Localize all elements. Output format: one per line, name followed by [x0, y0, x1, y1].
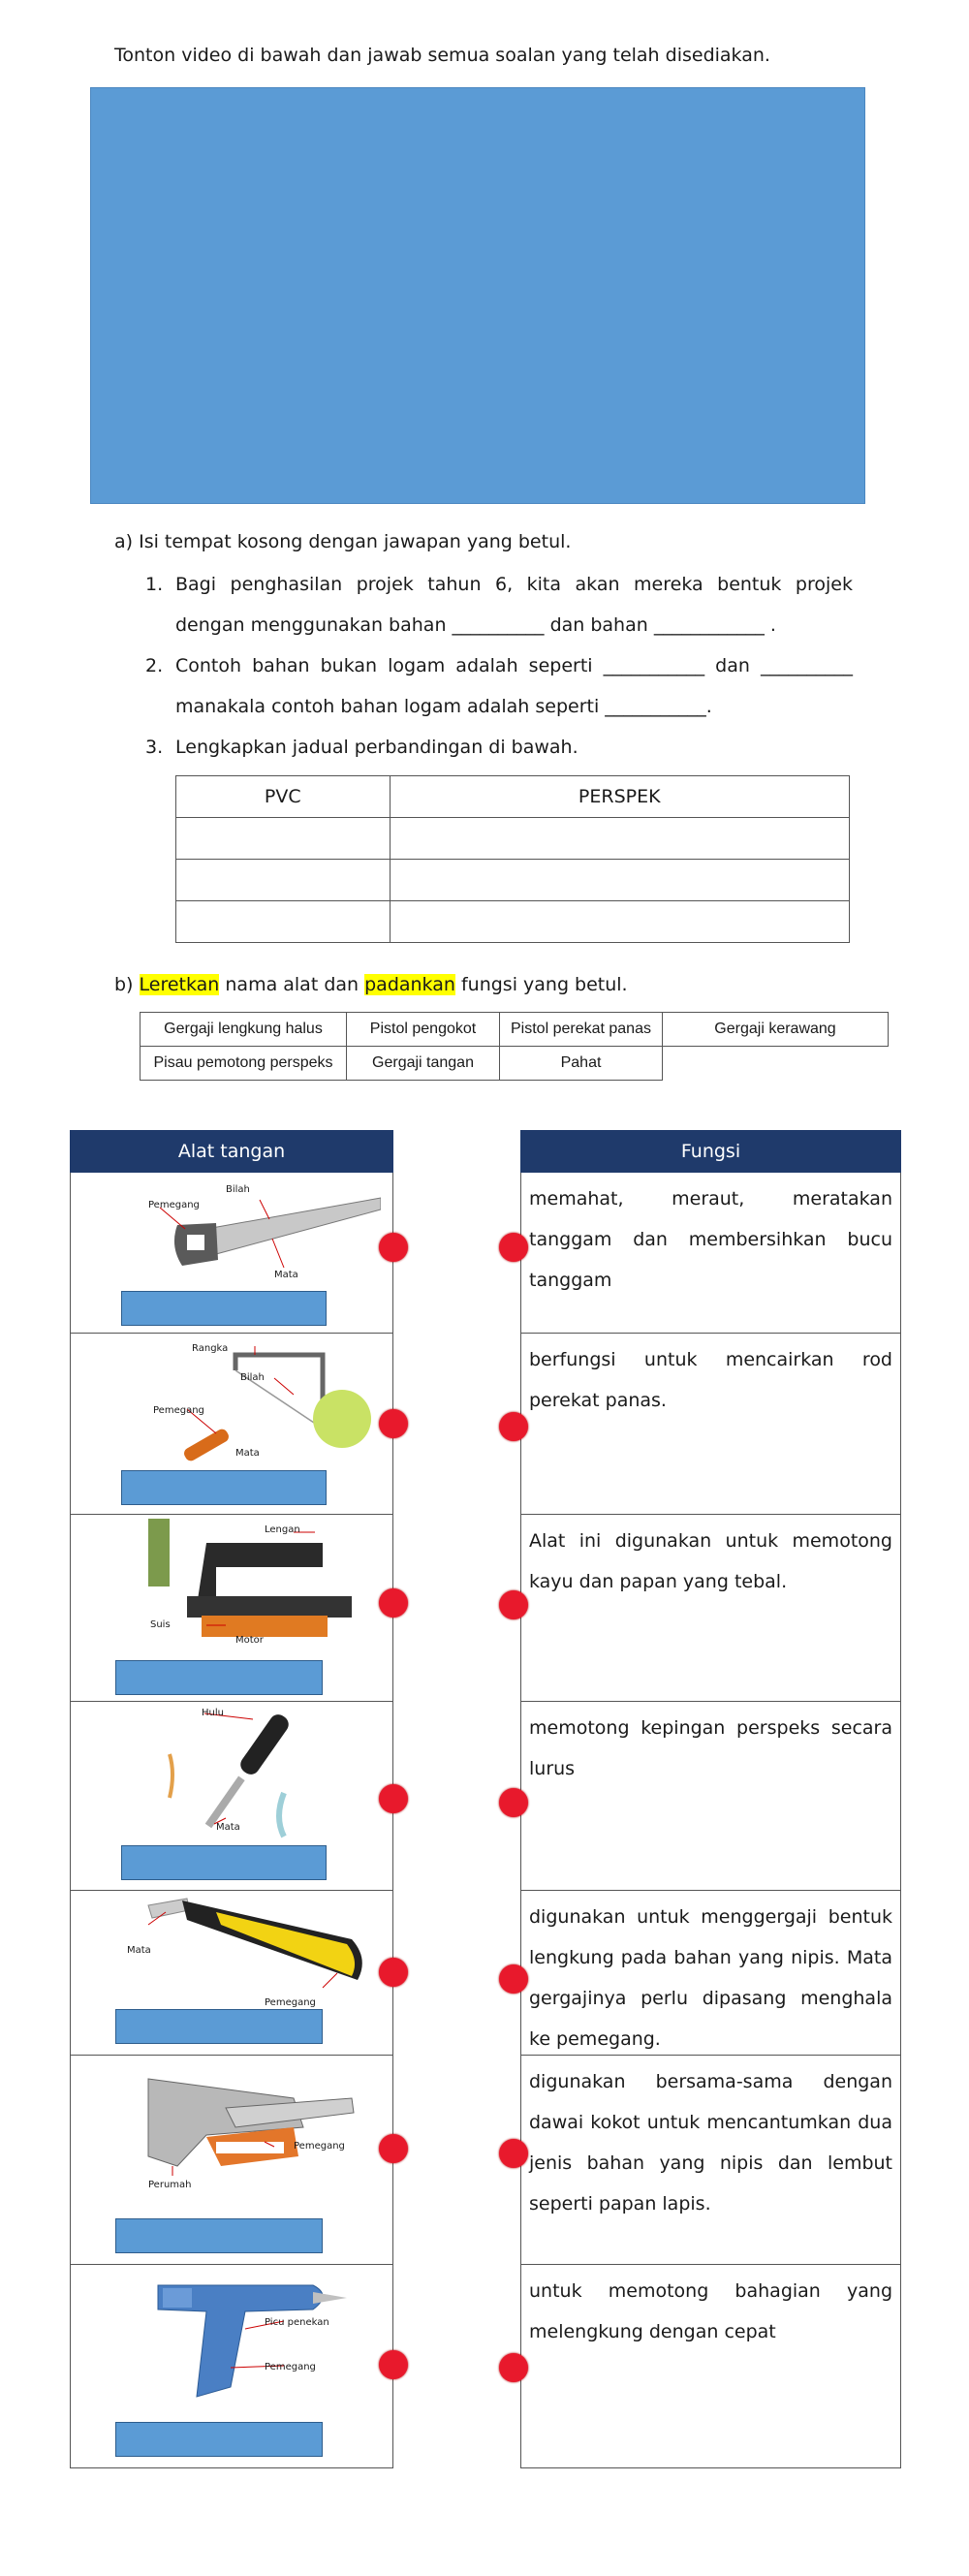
label-pemegang: Pemegang: [294, 2141, 345, 2152]
question-number: 1.: [145, 574, 164, 595]
table-cell[interactable]: [176, 901, 391, 943]
section-b-suffix: fungsi yang betul.: [454, 974, 628, 995]
table-cell[interactable]: [176, 860, 391, 901]
right-connector-dot[interactable]: [499, 2139, 528, 2168]
function-cell-4: [520, 1702, 901, 1891]
section-b-prefix: b): [114, 974, 140, 995]
right-connector-dot[interactable]: [499, 1788, 528, 1817]
option-gergaji-kerawang[interactable]: Gergaji kerawang: [663, 1013, 889, 1047]
function-cell-5: [520, 1891, 901, 2056]
function-text: berfungsi untuk mencairkan rod perekat panas.: [529, 1349, 892, 1411]
label-pemegang: Pemegang: [153, 1405, 204, 1416]
table-header-perspek: PERSPEK: [390, 776, 850, 818]
label-mata: Mata: [274, 1270, 298, 1280]
option-gergaji-tangan[interactable]: Gergaji tangan: [347, 1047, 500, 1081]
question-3: [145, 727, 853, 768]
function-text: untuk memotong bahagian yang melengkung dengan cepat: [529, 2280, 892, 2342]
table-header-pvc: PVC: [176, 776, 391, 818]
right-connector-dot[interactable]: [499, 2353, 528, 2382]
label-pemegang: Pemegang: [265, 2362, 316, 2372]
left-connector-dot[interactable]: [379, 1409, 408, 1438]
table-cell[interactable]: [390, 901, 850, 943]
section-b-mid: nama alat dan: [219, 974, 365, 995]
tool-cell-4: [70, 1702, 393, 1891]
word-bank: [140, 1012, 889, 1081]
answer-drop-box[interactable]: [121, 1291, 327, 1326]
answer-drop-box[interactable]: [121, 1470, 327, 1505]
function-cell-2: [520, 1334, 901, 1515]
section-a-title: a) Isi tempat kosong dengan jawapan yang betul.: [114, 531, 572, 552]
answer-drop-box[interactable]: [115, 1660, 323, 1695]
function-text: memahat, meraut, meratakan tanggam dan membersihkan bucu tanggam: [529, 1188, 892, 1291]
label-perumah: Perumah: [148, 2180, 192, 2190]
highlight-leretkan: Leretkan: [139, 974, 220, 995]
label-lengan: Lengan: [265, 1524, 300, 1535]
label-pemegang: Pemegang: [265, 1997, 316, 2008]
tool-cell-1: [70, 1173, 393, 1334]
label-motor: Motor: [235, 1635, 264, 1646]
label-pemegang: Pemegang: [148, 1200, 200, 1210]
left-connector-dot[interactable]: [379, 2134, 408, 2163]
label-bilah: Bilah: [240, 1372, 265, 1383]
function-text: digunakan untuk menggergaji bentuk lengkung pada bahan yang nipis. Mata gergajinya perlu dipasang menghala ke pemegang.: [529, 1906, 892, 2050]
tool-cell-5: [70, 1891, 393, 2056]
function-text: digunakan bersama-sama dengan dawai kokot untuk mencantumkan dua jenis bahan yang nipis dan lembut seperti papan lapis.: [529, 2071, 892, 2215]
answer-drop-box[interactable]: [115, 2218, 323, 2253]
right-connector-dot[interactable]: [499, 1412, 528, 1441]
label-mata: Mata: [127, 1945, 151, 1956]
label-bilah: Bilah: [226, 1184, 250, 1195]
option-gergaji-lengkung-halus[interactable]: Gergaji lengkung halus: [141, 1013, 347, 1047]
tools-column-header: Alat tangan: [70, 1130, 393, 1173]
answer-drop-box[interactable]: [115, 2009, 323, 2044]
tool-cell-7: [70, 2265, 393, 2468]
left-connector-dot[interactable]: [379, 2350, 408, 2379]
tool-cell-2: [70, 1334, 393, 1515]
answer-drop-box[interactable]: [121, 1845, 327, 1880]
function-cell-3: [520, 1515, 901, 1702]
right-connector-dot[interactable]: [499, 1964, 528, 1994]
function-text: memotong kepingan perspeks secara lurus: [529, 1717, 892, 1779]
question-text: Bagi penghasilan projek tahun 6, kita akan mereka bentuk projek dengan menggunakan bahan __________ dan bahan ____________ .: [175, 574, 853, 636]
label-mata: Mata: [235, 1448, 260, 1459]
label-suis: Suis: [150, 1619, 171, 1630]
section-b-title: [114, 974, 628, 995]
perspex-cutter-icon: [129, 1891, 391, 2007]
option-pisau-pemotong-perspeks[interactable]: Pisau pemotong perspeks: [141, 1047, 347, 1081]
question-1: [145, 564, 853, 645]
question-number: 3.: [145, 737, 164, 758]
function-cell-1: [520, 1173, 901, 1334]
empty-cell: [663, 1047, 889, 1081]
table-cell[interactable]: [176, 818, 391, 860]
staple-gun-icon: [129, 2059, 391, 2215]
label-mata: Mata: [216, 1822, 240, 1833]
question-number: 2.: [145, 655, 164, 676]
question-text: Contoh bahan bukan logam adalah seperti ___________ dan __________ manakala contoh bahan logam adalah seperti ___________.: [175, 655, 853, 717]
functions-column-header: Fungsi: [520, 1130, 901, 1173]
function-cell-6: [520, 2056, 901, 2265]
label-hulu: Hulu: [202, 1708, 224, 1718]
option-pistol-pengokot[interactable]: Pistol pengokot: [347, 1013, 500, 1047]
scroll-saw-icon: [148, 1519, 391, 1645]
video-player[interactable]: [90, 87, 865, 504]
question-2: [145, 645, 853, 727]
table-cell[interactable]: [390, 818, 850, 860]
left-connector-dot[interactable]: [379, 1233, 408, 1262]
glue-gun-icon: [139, 2271, 391, 2416]
label-rangka: Rangka: [192, 1343, 229, 1354]
function-text: Alat ini digunakan untuk memotong kayu dan papan yang tebal.: [529, 1530, 892, 1592]
answer-drop-box[interactable]: [115, 2422, 323, 2457]
highlight-padankan: padankan: [364, 974, 455, 995]
comparison-table: [175, 775, 850, 943]
left-connector-dot[interactable]: [379, 1958, 408, 1987]
instruction-text: Tonton video di bawah dan jawab semua soalan yang telah disediakan.: [114, 45, 770, 66]
function-cell-7: [520, 2265, 901, 2468]
left-connector-dot[interactable]: [379, 1588, 408, 1618]
hand-saw-icon: [139, 1178, 381, 1287]
option-pahat[interactable]: Pahat: [500, 1047, 663, 1081]
label-picu: Picu penekan: [265, 2317, 329, 2328]
tool-cell-3: [70, 1515, 393, 1702]
question-text: Lengkapkan jadual perbandingan di bawah.: [175, 737, 578, 758]
tool-cell-6: [70, 2056, 393, 2265]
right-connector-dot[interactable]: [499, 1590, 528, 1619]
option-pistol-perekat-panas[interactable]: Pistol perekat panas: [500, 1013, 663, 1047]
right-connector-dot[interactable]: [499, 1233, 528, 1262]
chisel-icon: [168, 1706, 391, 1841]
left-connector-dot[interactable]: [379, 1784, 408, 1813]
table-cell[interactable]: [390, 860, 850, 901]
